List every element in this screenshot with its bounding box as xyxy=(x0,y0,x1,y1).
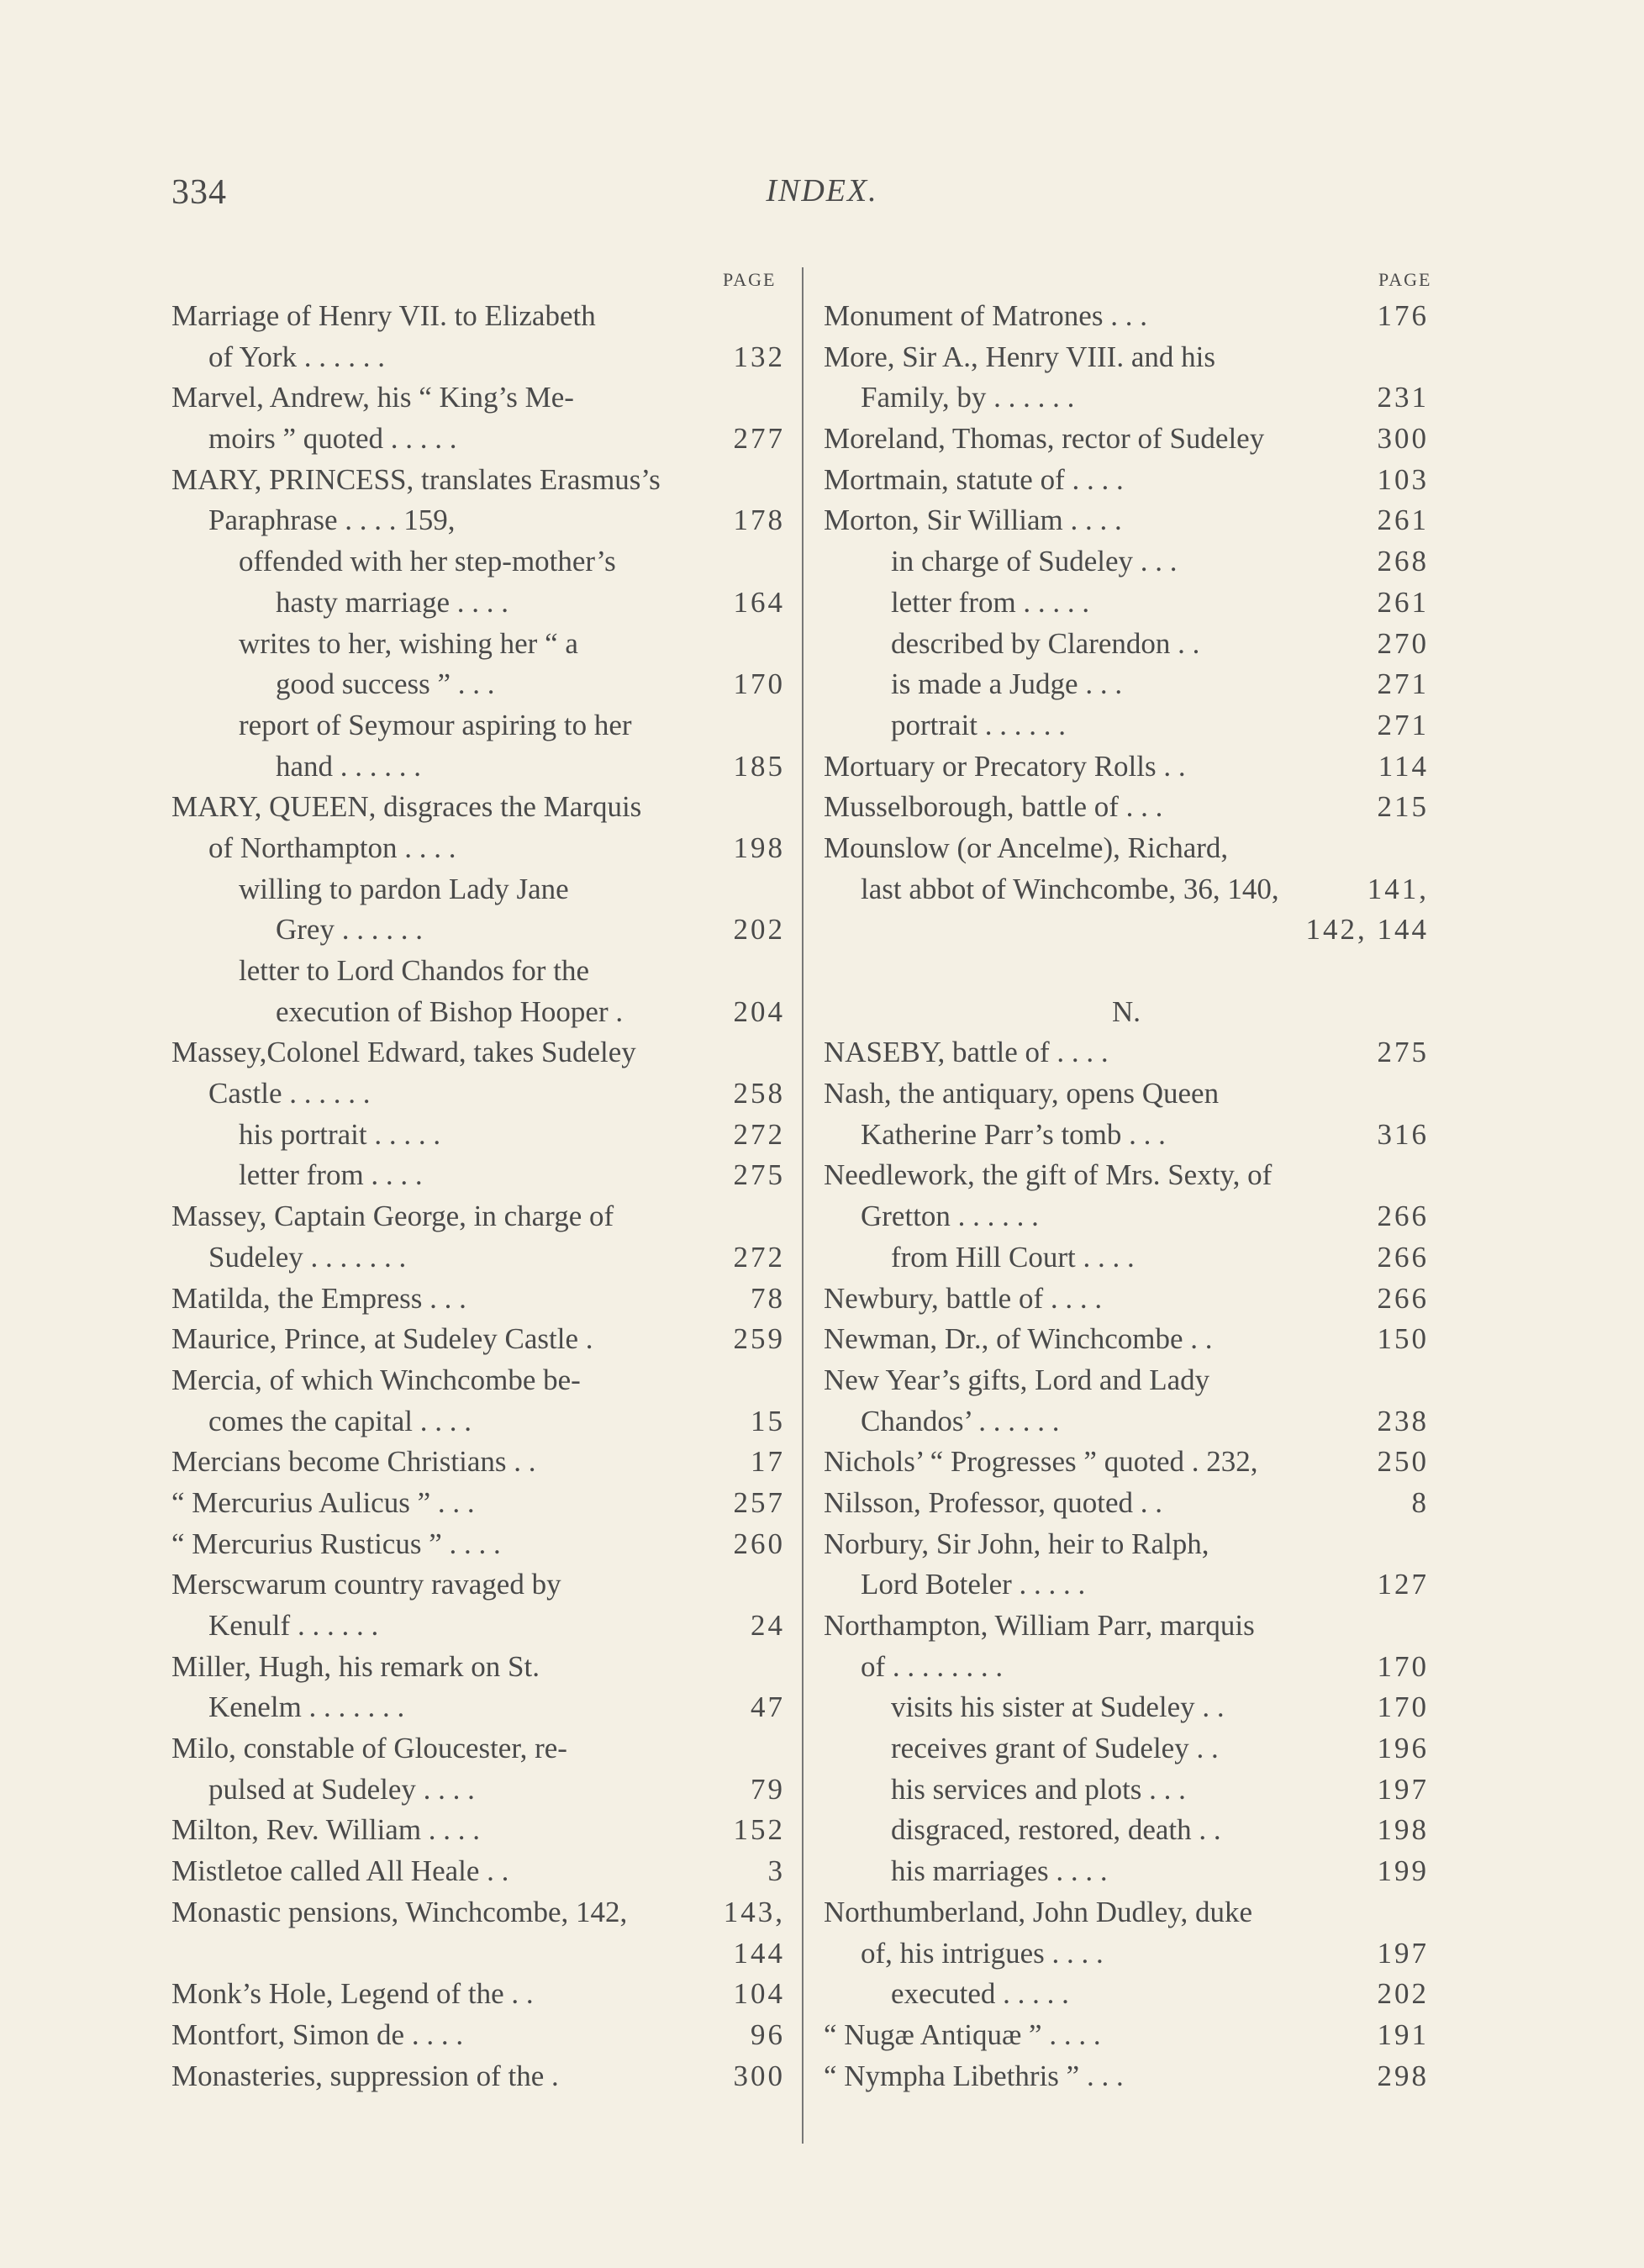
index-entry-page: 270 xyxy=(1377,626,1429,660)
index-entry-text: letter to Lord Chandos for the xyxy=(239,954,589,987)
index-entry-text: Massey, Captain George, in charge of xyxy=(171,1200,614,1233)
index-entry-line xyxy=(171,377,785,419)
index-entry-text: hand . . . . . . xyxy=(276,749,422,783)
index-entry-line xyxy=(171,1401,785,1443)
index-entry-text: Morton, Sir William . . . . xyxy=(824,504,1122,537)
index-entry-page: 178 xyxy=(733,504,785,537)
index-entry-page: 142, 144 xyxy=(1305,913,1429,947)
index-entry-text: “ Nugæ Antiquæ ” . . . . xyxy=(824,2017,1101,2051)
index-entry-text: Monk’s Hole, Legend of the . . xyxy=(171,1977,534,2011)
index-entry-text: Monasteries, suppression of the . xyxy=(171,2059,559,2092)
index-entry-line xyxy=(824,337,1429,378)
index-entry-text: Milo, constable of Gloucester, re- xyxy=(171,1732,567,1765)
index-entry-line xyxy=(171,951,785,992)
index-entry-text: Monument of Matrones . . . xyxy=(824,299,1147,332)
index-entry-line xyxy=(824,1442,1429,1483)
index-entry-text: Paraphrase . . . . 159, xyxy=(208,504,456,537)
index-entry-text: Milton, Rev. William . . . . xyxy=(171,1813,481,1847)
index-entry-text: of York . . . . . . xyxy=(208,340,386,373)
index-entry-page: 191 xyxy=(1377,2017,1429,2051)
index-entry-text: comes the capital . . . . xyxy=(208,1404,472,1437)
index-entry-text: Mounslow (or Ancelme), Richard, xyxy=(824,831,1229,864)
index-entry-text: letter from . . . . . xyxy=(891,585,1090,619)
index-entry-text: N. xyxy=(1111,994,1141,1028)
index-entry-text: hasty marriage . . . . xyxy=(276,585,508,619)
index-entry-page: 266 xyxy=(1377,1240,1429,1274)
index-entry-page: 202 xyxy=(733,913,785,947)
index-entry-line xyxy=(171,1442,785,1483)
index-entry-page: 202 xyxy=(1377,1977,1429,2011)
index-entry-line xyxy=(171,746,785,788)
index-entry-text: executed . . . . . xyxy=(891,1977,1069,2011)
index-entry-line xyxy=(171,1483,785,1524)
index-entry-line xyxy=(171,419,785,460)
index-entry-text: Mistletoe called All Heale . . xyxy=(171,1854,509,1888)
index-entry-line xyxy=(171,910,785,951)
index-entry-line xyxy=(171,2015,785,2056)
index-entry-line xyxy=(824,910,1429,951)
index-entry-page: 238 xyxy=(1377,1404,1429,1437)
index-entry-line xyxy=(824,1647,1429,1688)
index-entry-line xyxy=(171,624,785,665)
index-entry-text: described by Clarendon . . xyxy=(891,626,1200,660)
index-entry-line xyxy=(824,664,1429,705)
index-entry-line xyxy=(824,1401,1429,1443)
index-entry-text: Musselborough, battle of . . . xyxy=(824,790,1163,824)
index-entry-page: 170 xyxy=(1377,1690,1429,1724)
index-entry-page: 170 xyxy=(733,667,785,701)
index-entry-text: receives grant of Sudeley . . xyxy=(891,1732,1219,1765)
index-entry-line xyxy=(824,951,1429,992)
index-entry-line xyxy=(171,1892,785,1933)
index-entry-text: report of Seymour aspiring to her xyxy=(239,708,632,741)
index-entry-page: 266 xyxy=(1377,1281,1429,1315)
index-entry-text: NASEBY, battle of . . . . xyxy=(824,1036,1109,1069)
index-entry-line xyxy=(824,1115,1429,1156)
index-entry-page: 300 xyxy=(733,2059,785,2092)
index-entry-line xyxy=(824,1974,1429,2015)
index-entry-text: “ Nympha Libethris ” . . . xyxy=(824,2059,1124,2092)
index-entry-line xyxy=(171,705,785,746)
index-entry-line xyxy=(824,1564,1429,1606)
index-entry-line xyxy=(171,1974,785,2015)
index-entry-text: Katherine Parr’s tomb . . . xyxy=(861,1117,1166,1151)
index-entry-line xyxy=(171,337,785,378)
index-entry-text: Miller, Hugh, his remark on St. xyxy=(171,1649,540,1683)
index-entry-text: writes to her, wishing her “ a xyxy=(239,626,578,660)
index-entry-line xyxy=(171,1770,785,1811)
index-entry-text: Newman, Dr., of Winchcombe . . xyxy=(824,1322,1213,1356)
index-entry-line xyxy=(824,1606,1429,1647)
index-entry-line xyxy=(171,1319,785,1360)
index-entry-line xyxy=(171,1155,785,1196)
index-entry-line xyxy=(171,541,785,583)
index-entry-page: 261 xyxy=(1377,585,1429,619)
index-entry-line xyxy=(824,1279,1429,1320)
index-entry-line xyxy=(824,1155,1429,1196)
index-entry-line xyxy=(171,1115,785,1156)
index-entry-page: 103 xyxy=(1377,462,1429,496)
index-entry-page: 198 xyxy=(733,831,785,864)
index-entry-page: 298 xyxy=(1377,2059,1429,2092)
index-entry-line xyxy=(824,583,1429,624)
index-entry-text: Northumberland, John Dudley, duke xyxy=(824,1895,1252,1928)
index-entry-line xyxy=(171,1606,785,1647)
index-entry-text: Grey . . . . . . xyxy=(276,913,423,947)
index-entry-line xyxy=(171,828,785,869)
index-entry-page: 204 xyxy=(733,994,785,1028)
index-entry-line xyxy=(171,664,785,705)
index-entry-line xyxy=(824,419,1429,460)
index-entry-line xyxy=(824,1810,1429,1851)
index-entry-page: 8 xyxy=(1411,1485,1429,1519)
index-entry-page: 78 xyxy=(751,1281,785,1315)
index-entry-page: 275 xyxy=(1377,1036,1429,1069)
column-divider xyxy=(802,267,804,2144)
index-entry-text: Needlework, the gift of Mrs. Sexty, of xyxy=(824,1158,1273,1192)
index-entry-page: 266 xyxy=(1377,1200,1429,1233)
index-entry-text: Merscwarum country ravaged by xyxy=(171,1568,561,1601)
index-entry-page: 152 xyxy=(733,1813,785,1847)
index-entry-line xyxy=(824,1524,1429,1565)
running-head-title: INDEX. xyxy=(766,173,878,208)
index-entry-page: 3 xyxy=(767,1854,785,1888)
index-entry-page: 196 xyxy=(1377,1732,1429,1765)
index-entry-text: execution of Bishop Hooper . xyxy=(276,994,624,1028)
index-entry-line xyxy=(171,1728,785,1770)
index-entry-text: New Year’s gifts, Lord and Lady xyxy=(824,1363,1210,1396)
index-entry-text: Mortuary or Precatory Rolls . . xyxy=(824,749,1186,783)
index-entry-line xyxy=(824,1360,1429,1401)
index-entry-line xyxy=(171,1810,785,1851)
page-number: 334 xyxy=(171,173,227,212)
index-entry-line xyxy=(824,1687,1429,1728)
index-entry-text: of, his intrigues . . . . xyxy=(861,1936,1104,1970)
index-entry-page: 127 xyxy=(1377,1568,1429,1601)
index-entry-line xyxy=(824,1237,1429,1279)
index-entry-line xyxy=(824,2056,1429,2097)
index-entry-line xyxy=(171,500,785,541)
index-entry-text: Kenulf . . . . . . xyxy=(208,1609,379,1642)
index-entry-line xyxy=(824,705,1429,746)
index-entry-page: 271 xyxy=(1377,667,1429,701)
index-entry-page: 275 xyxy=(733,1158,785,1192)
index-entry-line xyxy=(171,869,785,910)
index-entry-page: 199 xyxy=(1377,1854,1429,1888)
index-entry-text: is made a Judge . . . xyxy=(891,667,1123,701)
index-entry-page: 24 xyxy=(751,1609,785,1642)
index-entry-text: from Hill Court . . . . xyxy=(891,1240,1135,1274)
index-entry-text: Castle . . . . . . xyxy=(208,1077,371,1110)
index-entry-page: 79 xyxy=(751,1772,785,1806)
index-entry-line xyxy=(171,460,785,501)
index-entry-line xyxy=(824,500,1429,541)
index-entry-text: his services and plots . . . xyxy=(891,1772,1186,1806)
index-entry-line xyxy=(824,1770,1429,1811)
index-entry-text: willing to pardon Lady Jane xyxy=(239,872,569,905)
index-entry-text: “ Mercurius Aulicus ” . . . xyxy=(171,1485,475,1519)
index-entry-line xyxy=(824,1319,1429,1360)
index-entry-line xyxy=(171,1073,785,1115)
index-entry-text: letter from . . . . xyxy=(239,1158,423,1192)
index-entry-line xyxy=(171,296,785,337)
index-entry-text: Gretton . . . . . . xyxy=(861,1200,1039,1233)
index-entry-page: 261 xyxy=(1377,504,1429,537)
index-entry-text: of Northampton . . . . xyxy=(208,831,456,864)
index-entry-page: 143, xyxy=(723,1895,785,1928)
index-entry-line xyxy=(171,1279,785,1320)
index-entry-text: Matilda, the Empress . . . xyxy=(171,1281,466,1315)
index-entry-line xyxy=(171,1196,785,1237)
index-entry-text: offended with her step-mother’s xyxy=(239,545,616,578)
index-entry-page: 198 xyxy=(1377,1813,1429,1847)
index-entry-text: visits his sister at Sudeley . . xyxy=(891,1690,1225,1724)
index-entry-text: Monastic pensions, Winchcombe, 142, xyxy=(171,1895,628,1928)
index-entry-line xyxy=(171,1564,785,1606)
index-entry-page: 197 xyxy=(1377,1772,1429,1806)
index-entry-line xyxy=(171,1647,785,1688)
index-entry-page: 316 xyxy=(1377,1117,1429,1151)
index-entry-text: “ Mercurius Rusticus ” . . . . xyxy=(171,1527,501,1560)
index-entry-line xyxy=(171,787,785,828)
page-column-label-left: PAGE xyxy=(723,269,777,290)
index-entry-page: 258 xyxy=(733,1077,785,1110)
index-entry-line xyxy=(824,624,1429,665)
index-entry-text: Marriage of Henry VII. to Elizabeth xyxy=(171,299,596,332)
index-entry-page: 150 xyxy=(1377,1322,1429,1356)
index-entry-text: his marriages . . . . xyxy=(891,1854,1108,1888)
index-entry-line xyxy=(171,583,785,624)
index-entry-page: 250 xyxy=(1377,1445,1429,1479)
index-entry-line xyxy=(171,1687,785,1728)
index-entry-line xyxy=(824,787,1429,828)
index-entry-line xyxy=(824,992,1429,1033)
index-entry-line xyxy=(824,460,1429,501)
index-entry-line xyxy=(824,1032,1429,1073)
index-entry-text: of . . . . . . . . xyxy=(861,1649,1004,1683)
index-entry-text: More, Sir A., Henry VIII. and his xyxy=(824,340,1215,373)
index-entry-line xyxy=(171,1851,785,1892)
index-entry-page: 257 xyxy=(733,1485,785,1519)
index-entry-page: 260 xyxy=(733,1527,785,1560)
index-entry-line xyxy=(824,2015,1429,2056)
index-entry-text: Nilsson, Professor, quoted . . xyxy=(824,1485,1163,1519)
index-entry-text: Moreland, Thomas, rector of Sudeley xyxy=(824,422,1265,456)
index-entry-page: 176 xyxy=(1377,299,1429,332)
index-entry-page: 268 xyxy=(1377,545,1429,578)
index-entry-text: Chandos’ . . . . . . xyxy=(861,1404,1060,1437)
index-entry-text: Lord Boteler . . . . . xyxy=(861,1568,1086,1601)
index-entry-text: Mortmain, statute of . . . . xyxy=(824,462,1124,496)
index-entry-line xyxy=(171,1237,785,1279)
index-entry-text: Norbury, Sir John, heir to Ralph, xyxy=(824,1527,1209,1560)
index-entry-line xyxy=(824,1196,1429,1237)
index-entry-page: 277 xyxy=(733,422,785,456)
index-column-left xyxy=(171,296,785,2097)
index-entry-line xyxy=(824,746,1429,788)
index-entry-line xyxy=(824,1851,1429,1892)
index-entry-text: Mercians become Christians . . xyxy=(171,1445,536,1479)
index-entry-page: 141, xyxy=(1367,872,1429,905)
index-entry-text: in charge of Sudeley . . . xyxy=(891,545,1178,578)
index-entry-text: portrait . . . . . . xyxy=(891,708,1067,741)
index-entry-text: Marvel, Andrew, his “ King’s Me- xyxy=(171,381,574,414)
index-entry-line xyxy=(824,1728,1429,1770)
index-entry-page: 114 xyxy=(1378,749,1429,783)
index-entry-line xyxy=(824,1933,1429,1975)
index-entry-line xyxy=(171,1524,785,1565)
index-entry-text: MARY, PRINCESS, translates Erasmus’s xyxy=(171,462,661,496)
index-entry-text: Nash, the antiquary, opens Queen xyxy=(824,1077,1220,1110)
index-entry-text: Massey,Colonel Edward, takes Sudeley xyxy=(171,1036,636,1069)
index-entry-page: 164 xyxy=(733,585,785,619)
index-entry-page: 300 xyxy=(1377,422,1429,456)
index-entry-line xyxy=(824,377,1429,419)
index-entry-page: 170 xyxy=(1377,1649,1429,1683)
index-entry-page: 197 xyxy=(1377,1936,1429,1970)
index-entry-text: pulsed at Sudeley . . . . xyxy=(208,1772,475,1806)
index-entry-text: good success ” . . . xyxy=(276,667,495,701)
index-entry-text: Mercia, of which Winchcombe be- xyxy=(171,1363,581,1396)
index-entry-page: 144 xyxy=(733,1936,785,1970)
index-entry-page: 47 xyxy=(751,1690,785,1724)
index-entry-text: Northampton, William Parr, marquis xyxy=(824,1609,1255,1642)
page-column-label-right: PAGE xyxy=(1378,269,1432,290)
index-entry-page: 104 xyxy=(733,1977,785,2011)
index-entry-page: 215 xyxy=(1377,790,1429,824)
index-entry-text: Kenelm . . . . . . . xyxy=(208,1690,405,1724)
index-entry-text: MARY, QUEEN, disgraces the Marquis xyxy=(171,790,642,824)
index-entry-text: Newbury, battle of . . . . xyxy=(824,1281,1103,1315)
index-entry-text: last abbot of Winchcombe, 36, 140, xyxy=(861,872,1279,905)
index-entry-line xyxy=(824,1892,1429,1933)
index-entry-text: his portrait . . . . . xyxy=(239,1117,441,1151)
index-entry-line xyxy=(171,1032,785,1073)
index-entry-page: 272 xyxy=(733,1240,785,1274)
index-entry-line xyxy=(824,1483,1429,1524)
index-entry-text: Nichols’ “ Progresses ” quoted . 232, xyxy=(824,1445,1258,1479)
index-entry-page: 15 xyxy=(751,1404,785,1437)
index-entry-page: 17 xyxy=(751,1445,785,1479)
index-column-right xyxy=(824,296,1429,2097)
index-entry-line xyxy=(824,296,1429,337)
index-entry-text: Family, by . . . . . . xyxy=(861,381,1075,414)
index-entry-text: Montfort, Simon de . . . . xyxy=(171,2017,464,2051)
index-entry-page: 185 xyxy=(733,749,785,783)
index-entry-line xyxy=(824,541,1429,583)
index-entry-line xyxy=(171,1933,785,1975)
index-entry-line xyxy=(171,992,785,1033)
index-entry-line xyxy=(824,869,1429,910)
index-entry-text: moirs ” quoted . . . . . xyxy=(208,422,457,456)
index-entry-page: 96 xyxy=(751,2017,785,2051)
index-entry-page: 271 xyxy=(1377,708,1429,741)
index-entry-line xyxy=(171,1360,785,1401)
index-entry-text: Maurice, Prince, at Sudeley Castle . xyxy=(171,1322,593,1356)
index-entry-line xyxy=(171,2056,785,2097)
index-entry-line xyxy=(824,1073,1429,1115)
index-entry-page: 259 xyxy=(733,1322,785,1356)
index-entry-page: 231 xyxy=(1377,381,1429,414)
index-entry-line xyxy=(824,828,1429,869)
index-entry-page: 132 xyxy=(733,340,785,373)
index-entry-page: 272 xyxy=(733,1117,785,1151)
index-entry-text: disgraced, restored, death . . xyxy=(891,1813,1221,1847)
index-entry-text: Sudeley . . . . . . . xyxy=(208,1240,407,1274)
